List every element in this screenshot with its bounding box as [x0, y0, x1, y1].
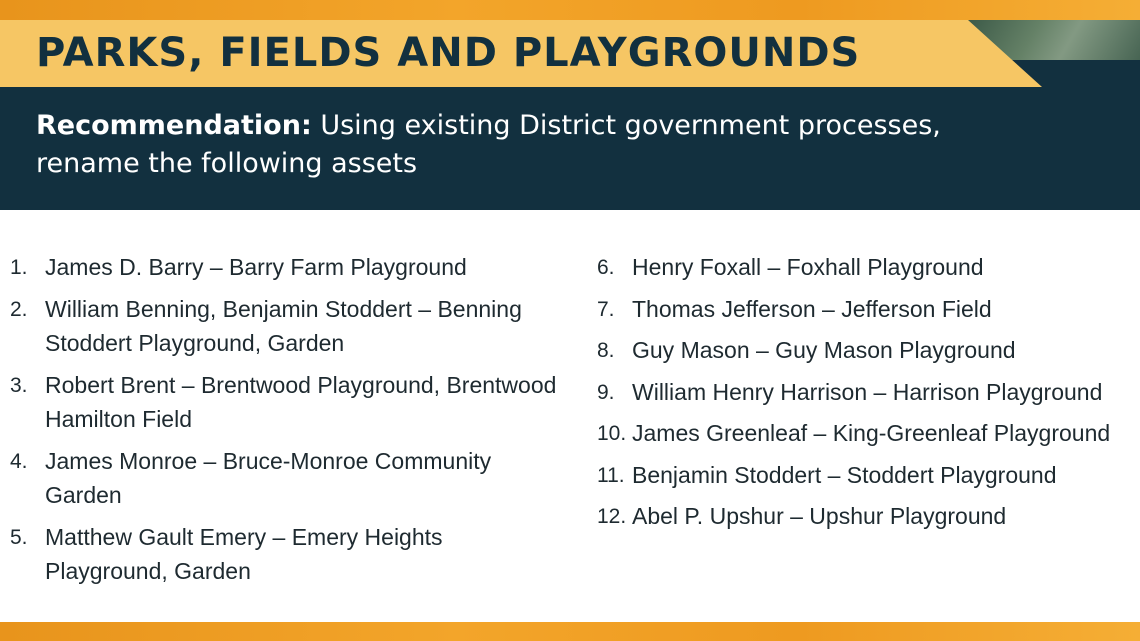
item-text: Benjamin Stoddert – Stoddert Playground [632, 461, 1057, 488]
item-text: James D. Barry – Barry Farm Playground [45, 254, 467, 280]
list-item [10, 444, 570, 512]
item-text: William Henry Harrison – Harrison Playground [632, 378, 1103, 405]
item-text: Matthew Gault Emery – Emery Heights Playground, Garden [45, 524, 443, 584]
item-number: 3. [10, 374, 28, 397]
rename-list-right [597, 250, 1140, 541]
item-number: 11. [597, 463, 625, 487]
rename-list-left [10, 250, 570, 596]
top-accent-stripe [0, 0, 1140, 20]
item-text: Henry Foxall – Foxhall Playground [632, 254, 984, 280]
item-number: 8. [597, 339, 615, 362]
bottom-accent-stripe [0, 622, 1140, 641]
list-item [10, 368, 570, 436]
recommendation-label: Recommendation: [36, 110, 312, 141]
list-item [597, 458, 1140, 492]
list-item [597, 416, 1140, 450]
item-text: Abel P. Upshur – Upshur Playground [632, 503, 1007, 529]
list-item [597, 499, 1140, 533]
item-text: James Greenleaf – King-Greenleaf Playground [632, 420, 1111, 446]
item-number: 9. [597, 380, 615, 404]
list-item [10, 520, 570, 588]
recommendation-text [36, 107, 1036, 183]
list-item [597, 333, 1140, 367]
item-number: 5. [10, 526, 28, 549]
list-item [10, 292, 570, 360]
item-number: 10. [597, 422, 627, 445]
list-item [597, 375, 1140, 409]
page-title: PARKS, FIELDS AND PLAYGROUNDS [36, 30, 861, 76]
item-text: William Benning, Benjamin Stoddert – Benning Stoddert Playground, Garden [45, 296, 522, 356]
list-item [10, 250, 570, 284]
item-number: 1. [10, 256, 28, 279]
item-number: 4. [10, 450, 28, 473]
list-item [597, 250, 1140, 284]
item-number: 12. [597, 505, 627, 528]
item-text: Robert Brent – Brentwood Playground, Brentwood Hamilton Field [45, 372, 557, 432]
item-text: James Monroe – Bruce-Monroe Community Garden [45, 448, 492, 508]
item-number: 2. [10, 298, 28, 321]
recommendation-body: Using existing District government processes, rename the following assets [36, 110, 941, 179]
item-text: Guy Mason – Guy Mason Playground [632, 337, 1016, 363]
item-number: 6. [597, 256, 615, 279]
item-text: Thomas Jefferson – Jefferson Field [632, 295, 992, 322]
list-item [597, 292, 1140, 326]
item-number: 7. [597, 297, 615, 321]
